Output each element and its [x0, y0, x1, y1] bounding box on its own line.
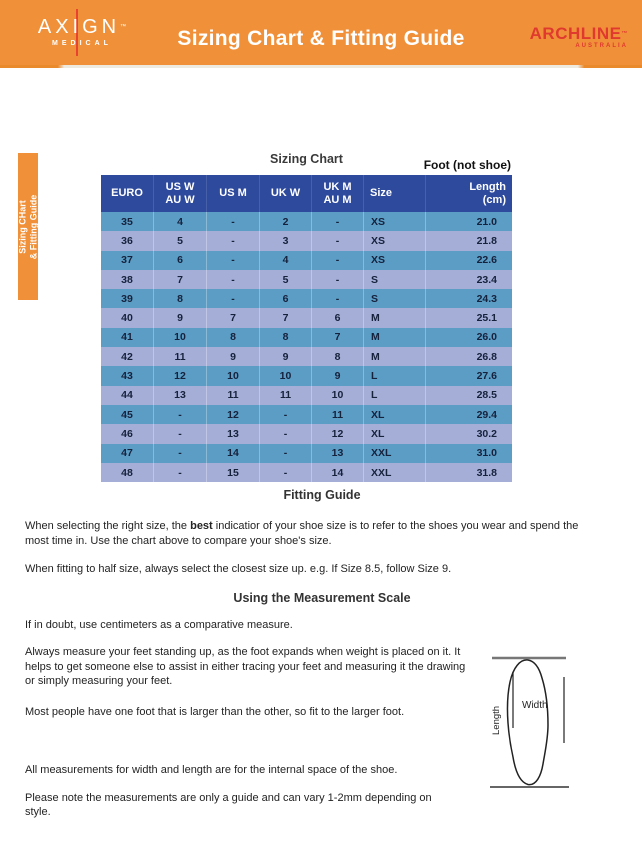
table-cell: 6 — [312, 308, 364, 327]
table-cell: 25.1 — [476, 312, 497, 325]
table-cell: 12 — [312, 424, 364, 443]
archline-logo-text: ARCHLINE™ — [529, 24, 628, 43]
table-cell: 26.0 — [476, 331, 497, 344]
table-cell: - — [207, 231, 260, 250]
column-header: EURO — [101, 175, 154, 212]
sizing-table — [101, 175, 512, 482]
table-cell: 30.2 — [476, 427, 497, 440]
table-cell: XL — [364, 405, 426, 424]
side-tab-label: Sizing CHart & Fitting Guide — [17, 194, 38, 259]
table-cell: - — [260, 405, 312, 424]
table-cell: 9 — [154, 308, 207, 327]
axign-logo-text: AXIGN™ — [37, 16, 127, 38]
table-cell: 40 — [101, 308, 154, 327]
table-cell: - — [207, 270, 260, 289]
table-cell: 13 — [312, 444, 364, 463]
length-label: Length — [491, 705, 502, 735]
table-cell: 21.8 — [476, 234, 497, 247]
table-cell: 11 — [154, 347, 207, 366]
table-cell: L — [364, 366, 426, 385]
table-cell: 13 — [154, 386, 207, 405]
table-cell: - — [154, 405, 207, 424]
table-cell: 8 — [154, 289, 207, 308]
measurement-paragraph-1: If in doubt, use centimeters as a comparative measure. — [25, 618, 293, 631]
table-cell: 21.0 — [476, 215, 497, 228]
column-header: UK W — [260, 175, 312, 212]
table-cell: 47 — [101, 444, 154, 463]
measurement-scale-heading: Using the Measurement Scale — [233, 590, 411, 605]
table-cell: - — [312, 212, 364, 231]
table-cell: XL — [364, 424, 426, 443]
table-cell: 37 — [101, 251, 154, 270]
foot-not-shoe-label: Foot (not shoe) — [423, 158, 511, 172]
table-cell: 27.6 — [476, 370, 497, 383]
table-cell: 12 — [154, 366, 207, 385]
table-row — [101, 212, 512, 231]
table-cell: 9 — [312, 366, 364, 385]
table-cell: - — [312, 289, 364, 308]
measurement-paragraph-5: Please note the measurements are only a guide and can vary 1-2mm depending on style. — [25, 791, 432, 818]
table-cell: - — [207, 212, 260, 231]
table-cell: 7 — [312, 328, 364, 347]
table-row — [101, 405, 512, 424]
table-cell: 31.8 — [476, 466, 497, 479]
table-cell: 38 — [101, 270, 154, 289]
table-cell: 35 — [101, 212, 154, 231]
table-cell: 41 — [101, 328, 154, 347]
width-label: Width — [522, 700, 548, 711]
table-cell: 23.4 — [476, 273, 497, 286]
side-tab — [18, 153, 38, 300]
trademark-symbol: ™ — [621, 31, 628, 37]
table-cell: 12 — [207, 405, 260, 424]
header-divider-line — [0, 65, 642, 68]
table-cell: 15 — [207, 463, 260, 482]
table-cell: 5 — [260, 270, 312, 289]
measurement-paragraph-3: Most people have one foot that is larger than the other, so fit to the larger foot. — [25, 705, 405, 718]
table-row — [101, 424, 512, 443]
header-banner — [0, 0, 642, 65]
table-cell: 5 — [154, 231, 207, 250]
table-cell: XS — [364, 231, 426, 250]
table-row — [101, 444, 512, 463]
table-cell: 6 — [260, 289, 312, 308]
table-cell: 4 — [154, 212, 207, 231]
table-header-row — [101, 175, 512, 212]
table-cell: - — [207, 251, 260, 270]
table-cell: 7 — [260, 308, 312, 327]
table-cell: 26.8 — [476, 350, 497, 363]
table-cell: 24.3 — [476, 292, 497, 305]
axign-logo-subtext: MEDICAL — [52, 40, 112, 47]
table-row — [101, 366, 512, 385]
table-cell: 48 — [101, 463, 154, 482]
table-cell: M — [364, 347, 426, 366]
table-cell: - — [154, 424, 207, 443]
table-cell: - — [260, 463, 312, 482]
table-cell: - — [312, 251, 364, 270]
table-body — [101, 212, 512, 482]
table-row — [101, 308, 512, 327]
table-row — [101, 328, 512, 347]
table-cell: 31.0 — [476, 447, 497, 460]
table-cell: 43 — [101, 366, 154, 385]
column-header: Length (cm) — [469, 180, 506, 206]
table-cell: 44 — [101, 386, 154, 405]
trademark-symbol: ™ — [120, 24, 127, 30]
table-row — [101, 347, 512, 366]
table-row — [101, 463, 512, 482]
table-cell: 10 — [260, 366, 312, 385]
table-cell: 28.5 — [476, 389, 497, 402]
fitting-guide-paragraph-1: When selecting the right size, the best indicatior of your shoe size is to refer to the shoes you wear and spend the most time in. Use the chart above to compare your shoe's size. — [25, 520, 579, 547]
table-cell: 29.4 — [476, 408, 497, 421]
table-cell: 14 — [312, 463, 364, 482]
table-cell: - — [207, 289, 260, 308]
fitting-guide-paragraph-2: When fitting to half size, always select the closest size up. e.g. If Size 8.5, follow Size 9. — [25, 563, 452, 575]
table-cell: 2 — [260, 212, 312, 231]
sizing-chart-section — [101, 150, 512, 482]
page-title: Sizing Chart & Fitting Guide — [177, 27, 465, 50]
table-row — [101, 251, 512, 270]
table-cell: 14 — [207, 444, 260, 463]
archline-logo-subtext: AUSTRALIA — [575, 43, 628, 49]
table-cell: 9 — [260, 347, 312, 366]
table-cell: 22.6 — [476, 254, 497, 267]
table-row — [101, 270, 512, 289]
table-cell: S — [364, 289, 426, 308]
table-row — [101, 231, 512, 250]
table-cell: - — [312, 231, 364, 250]
table-cell: - — [154, 463, 207, 482]
table-cell: - — [312, 270, 364, 289]
table-cell: S — [364, 270, 426, 289]
table-cell: 11 — [207, 386, 260, 405]
table-cell: - — [154, 444, 207, 463]
column-header: UK M AU M — [312, 175, 364, 212]
column-header: US M — [207, 175, 260, 212]
table-cell: 39 — [101, 289, 154, 308]
table-row — [101, 289, 512, 308]
column-header: US W AU W — [154, 175, 207, 212]
table-cell: 46 — [101, 424, 154, 443]
table-cell: 4 — [260, 251, 312, 270]
table-cell: - — [260, 424, 312, 443]
table-cell: L — [364, 386, 426, 405]
table-cell: XXL — [364, 444, 426, 463]
table-cell: - — [260, 444, 312, 463]
column-header: Size — [364, 175, 426, 212]
table-cell: 8 — [207, 328, 260, 347]
table-cell: XXL — [364, 463, 426, 482]
table-cell: 42 — [101, 347, 154, 366]
table-cell: 13 — [207, 424, 260, 443]
table-cell: 7 — [154, 270, 207, 289]
table-cell: 6 — [154, 251, 207, 270]
foot-measurement-diagram — [483, 645, 585, 813]
table-cell: 7 — [207, 308, 260, 327]
chart-title: Sizing Chart — [270, 152, 343, 166]
table-cell: 36 — [101, 231, 154, 250]
table-cell: 10 — [312, 386, 364, 405]
table-cell: 11 — [312, 405, 364, 424]
table-cell: 10 — [154, 328, 207, 347]
measurement-paragraph-2: Always measure your feet standing up, as the foot expands when weight is placed on it. It helps to get someone else to assist in either tracing your feet and measuring it the drawing or simply measuring your feet. — [25, 646, 466, 687]
table-cell: 11 — [260, 386, 312, 405]
table-cell: 8 — [260, 328, 312, 347]
table-cell: M — [364, 308, 426, 327]
table-cell: 10 — [207, 366, 260, 385]
table-cell: 3 — [260, 231, 312, 250]
table-row — [101, 386, 512, 405]
measurement-paragraph-4: All measurements for width and length are for the internal space of the shoe. — [25, 764, 398, 776]
fitting-guide-heading: Fitting Guide — [283, 488, 361, 502]
bold-word: best — [190, 520, 213, 532]
table-cell: M — [364, 328, 426, 347]
table-cell: 8 — [312, 347, 364, 366]
table-cell: XS — [364, 212, 426, 231]
table-cell: XS — [364, 251, 426, 270]
table-cell: 45 — [101, 405, 154, 424]
table-cell: 9 — [207, 347, 260, 366]
